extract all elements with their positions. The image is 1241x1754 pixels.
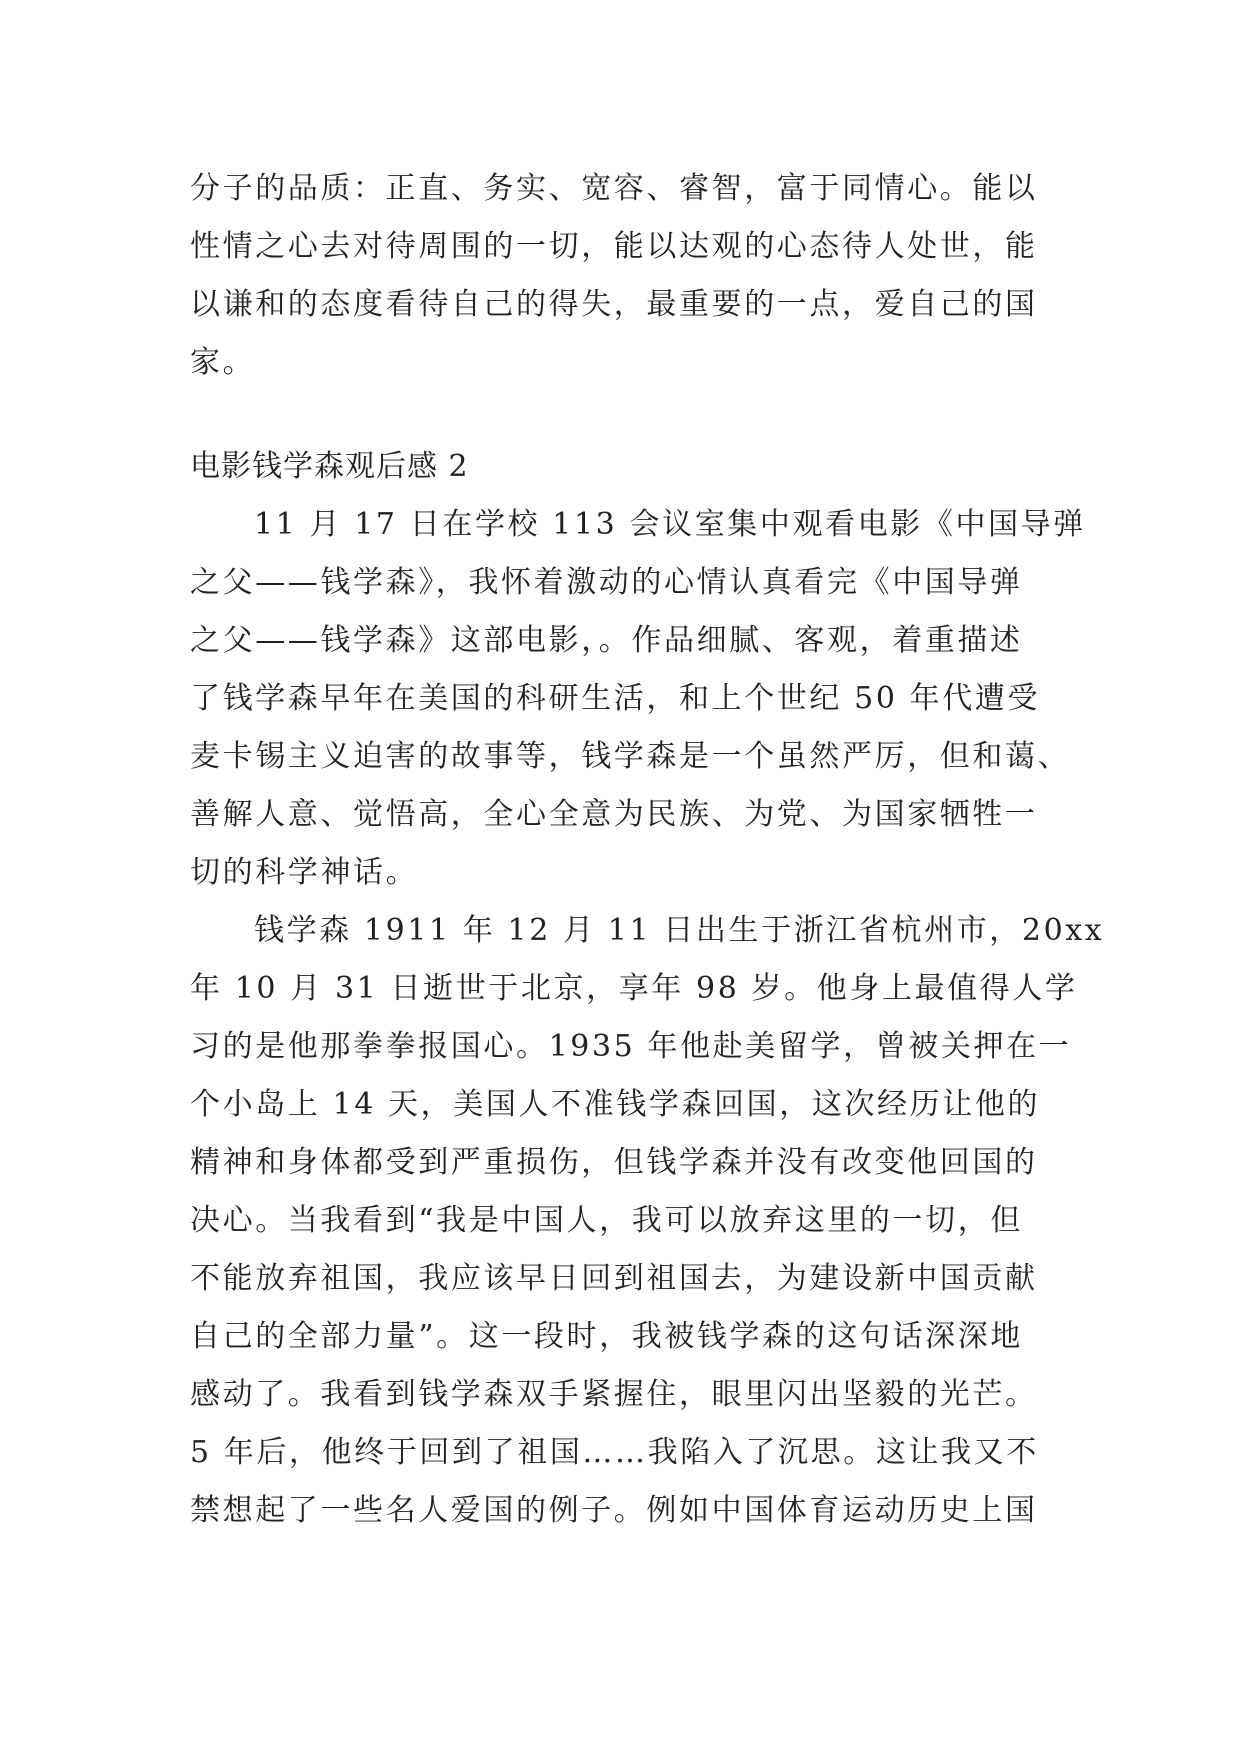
text-line: 不能放弃祖国，我应该早日回到祖国去，为建设新中国贡献 (190, 1261, 1038, 1296)
document-body (190, 160, 1105, 1540)
text-line: 分子的品质：正直、务实、宽容、睿智，富于同情心。能以 (190, 171, 1038, 206)
text-line: 以谦和的态度看待自己的得失，最重要的一点，爱自己的国 (190, 287, 1038, 322)
text-line: 个小岛上 14 天，美国人不准钱学森回国，这次经历让他的 (190, 1087, 1041, 1122)
text-line: 之父——钱学森》，我怀着激动的心情认真看完《中国导弹 (190, 565, 1023, 600)
text-line: 麦卡锡主义迫害的故事等，钱学森是一个虽然严厉，但和蔼、 (190, 739, 1071, 774)
text-line: 了钱学森早年在美国的科研生活，和上个世纪 50 年代遭受 (190, 681, 1041, 716)
text-line: 善解人意、觉悟高，全心全意为民族、为党、为国家牺牲一 (190, 797, 1038, 832)
text-line: 切的科学神话。 (190, 855, 419, 890)
text-line: 自己的全部力量”。这一段时，我被钱学森的这句话深深地 (190, 1319, 1023, 1354)
text-line: 感动了。我看到钱学森双手紧握住，眼里闪出坚毅的光芒。 (190, 1377, 1038, 1412)
section-title: 电影钱学森观后感 2 (190, 449, 469, 484)
paragraph-2 (190, 902, 1105, 1540)
text-line: 家。 (190, 345, 256, 380)
text-line: 习的是他那拳拳报国心。1935 年他赴美留学，曾被关押在一 (190, 1029, 1072, 1064)
text-line: 精神和身体都受到严重损伤，但钱学森并没有改变他回国的 (190, 1145, 1038, 1180)
paragraph-1 (190, 496, 1086, 902)
intro-paragraph (190, 160, 1050, 392)
text-line: 年 10 月 31 日逝世于北京，享年 98 岁。他身上最值得人学 (190, 971, 1078, 1006)
text-line: 决心。当我看到“我是中国人，我可以放弃这里的一切，但 (190, 1203, 1023, 1238)
text-line: 钱学森 1911 年 12 月 11 日出生于浙江省杭州市，20xx (254, 913, 1105, 948)
section-spacer (190, 392, 1050, 438)
text-line: 性情之心去对待周围的一切，能以达观的心态待人处世，能 (190, 229, 1038, 264)
text-line: 5 年后，他终于回到了祖国……我陷入了沉思。这让我又不 (190, 1435, 1039, 1470)
text-line: 11 月 17 日在学校 113 会议室集中观看电影《中国导弹 (254, 507, 1086, 542)
text-line: 之父——钱学森》这部电影，。作品细腻、客观，着重描述 (190, 623, 1023, 658)
text-line: 禁想起了一些名人爱国的例子。例如中国体育运动历史上国 (190, 1493, 1038, 1528)
